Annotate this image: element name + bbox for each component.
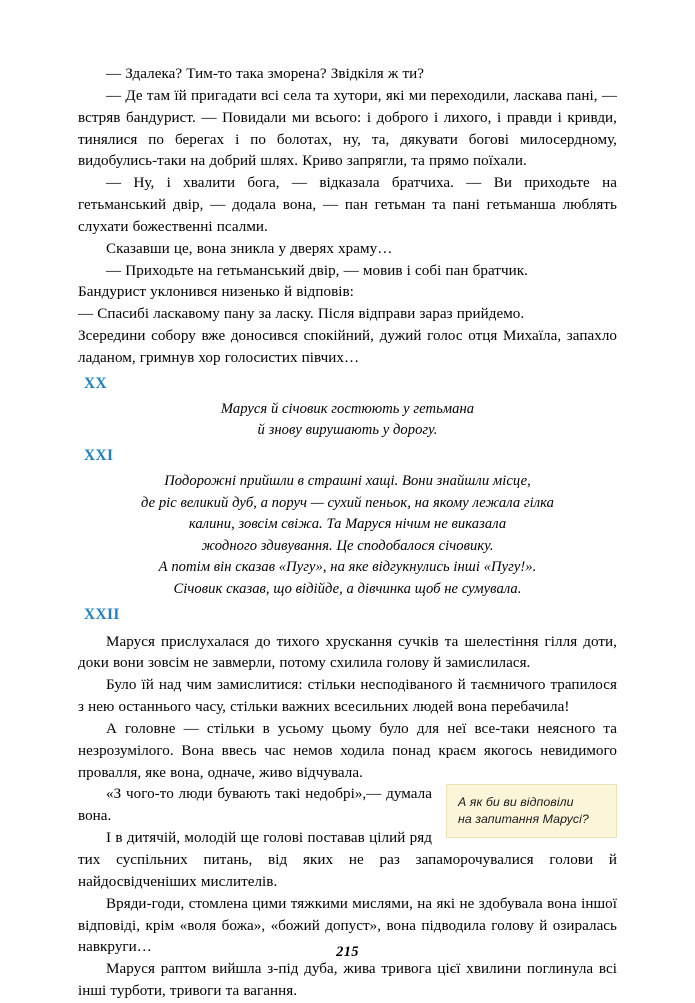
paragraph: Вряди-годи, стомлена цими тяжкими мислями, на які не здобувала вона іншої відповіді, крім «воля божа», «божий допуст», вона підводила голову й озиралась навкруги…	[78, 895, 617, 956]
chapter-number-xx: XX	[84, 374, 108, 392]
paragraph: Зсередини собору вже доносився спокійний, дужий голос отця Михаїла, запахло ладаном, гримнув хор голосистих півчих…	[78, 328, 617, 366]
paragraph: І в дитячій, молодій ще голові поставав цілий ряд тих суспільних питань, від яких не раз запаморочувалися голови й найдосвідченіших мислителів.	[78, 830, 617, 890]
page-number: 215	[336, 944, 359, 960]
question-callout-box	[446, 784, 617, 838]
summary-line: Маруся й січовик гостюють у гетьмана	[220, 400, 475, 417]
paragraph: Було їй над чим замислитися: стільки несподіваного й таємничого трапилося з нею останнього часу, стільки важних всесильних людей вона перебачила!	[78, 677, 617, 716]
summary-line: А потім він сказав «Пугу», на яке відгукнулись інші «Пугу!».	[158, 559, 537, 576]
paragraph: — Приходьте на гетьманський двір, — мовив і собі пан братчик.	[106, 262, 528, 279]
summary-line: де ріс великий дуб, а поруч — сухий пеньок, на якому лежала гілка	[140, 494, 554, 511]
chapter-number-xxii: XXII	[84, 605, 120, 623]
summary-line: Подорожні прийшли в страшні хащі. Вони знайшли місце,	[164, 473, 531, 489]
callout-line-2: на запитання Марусі?	[458, 811, 589, 826]
paragraph: — Здалека? Тим-то така зморена? Звідкіля ж ти?	[106, 66, 424, 82]
chapter-xx-summary	[78, 399, 617, 442]
summary-line: жодного здивування. Це сподобалося січовику.	[201, 537, 494, 554]
chapter-xxi-summary	[78, 471, 617, 601]
paragraph: Маруся прислухалася до тихого хрускання сучків та шелестіння гілля доти, доки вони зовсім не завмерли, потому схилила голову й замислилася.	[78, 633, 617, 672]
paragraph: А головне — стільки в усьому цьому було для неї все-таки неясного та незрозумілого. Вона ввесь час немов ходила понад краєм якогось невидимого провалля, яке вона, одначе, живо відчувала.	[78, 720, 617, 781]
summary-line: Січовик сказав, що відійде, а дівчинка щоб не сумувала.	[173, 580, 522, 597]
paragraph: Маруся раптом вийшла з-під дуба, жива тривога цієї хвилини поглинула всі інші турботи, тривоги та вагання.	[78, 961, 617, 1000]
paragraph: «З чого-то люди бувають такі недобрі»,— думала вона.	[78, 786, 432, 825]
paragraph: Бандурист уклонився низенько й відповів:	[78, 284, 354, 301]
paragraph: — Де там їй пригадати всі села та хутори, які ми переходили, ласкава пані, — встряв бандурист. — Повидали ми всього: і доброго і лихого, і правди і кривди, тинялися по берегах і по болотах, ну, та, дякувати богові милосердному, видобулись-таки на добрий шлях. Криво запрягли, та прямо поїхали.	[78, 87, 617, 170]
paragraph: — Спасибі ласкавому пану за ласку. Після відправи зараз прийдемо.	[78, 306, 525, 323]
summary-line: й знову вирушають у дорогу.	[257, 422, 438, 439]
page-content	[78, 64, 617, 1003]
paragraph: — Ну, і хвалити бога, — відказала братчиха. — Ви приходьте на гетьманський двір, — додала вона, — пан гетьман та пані гетьманша люблять слухати божественні псалми.	[78, 175, 617, 235]
paragraph: Сказавши це, вона зникла у дверях храму…	[106, 240, 393, 257]
callout-line-1: А як би ви відповіли	[458, 795, 574, 810]
summary-line: калини, зовсім свіжа. Та Маруся нічим не виказала	[188, 516, 507, 533]
chapter-number-xxi: XXI	[84, 447, 114, 464]
